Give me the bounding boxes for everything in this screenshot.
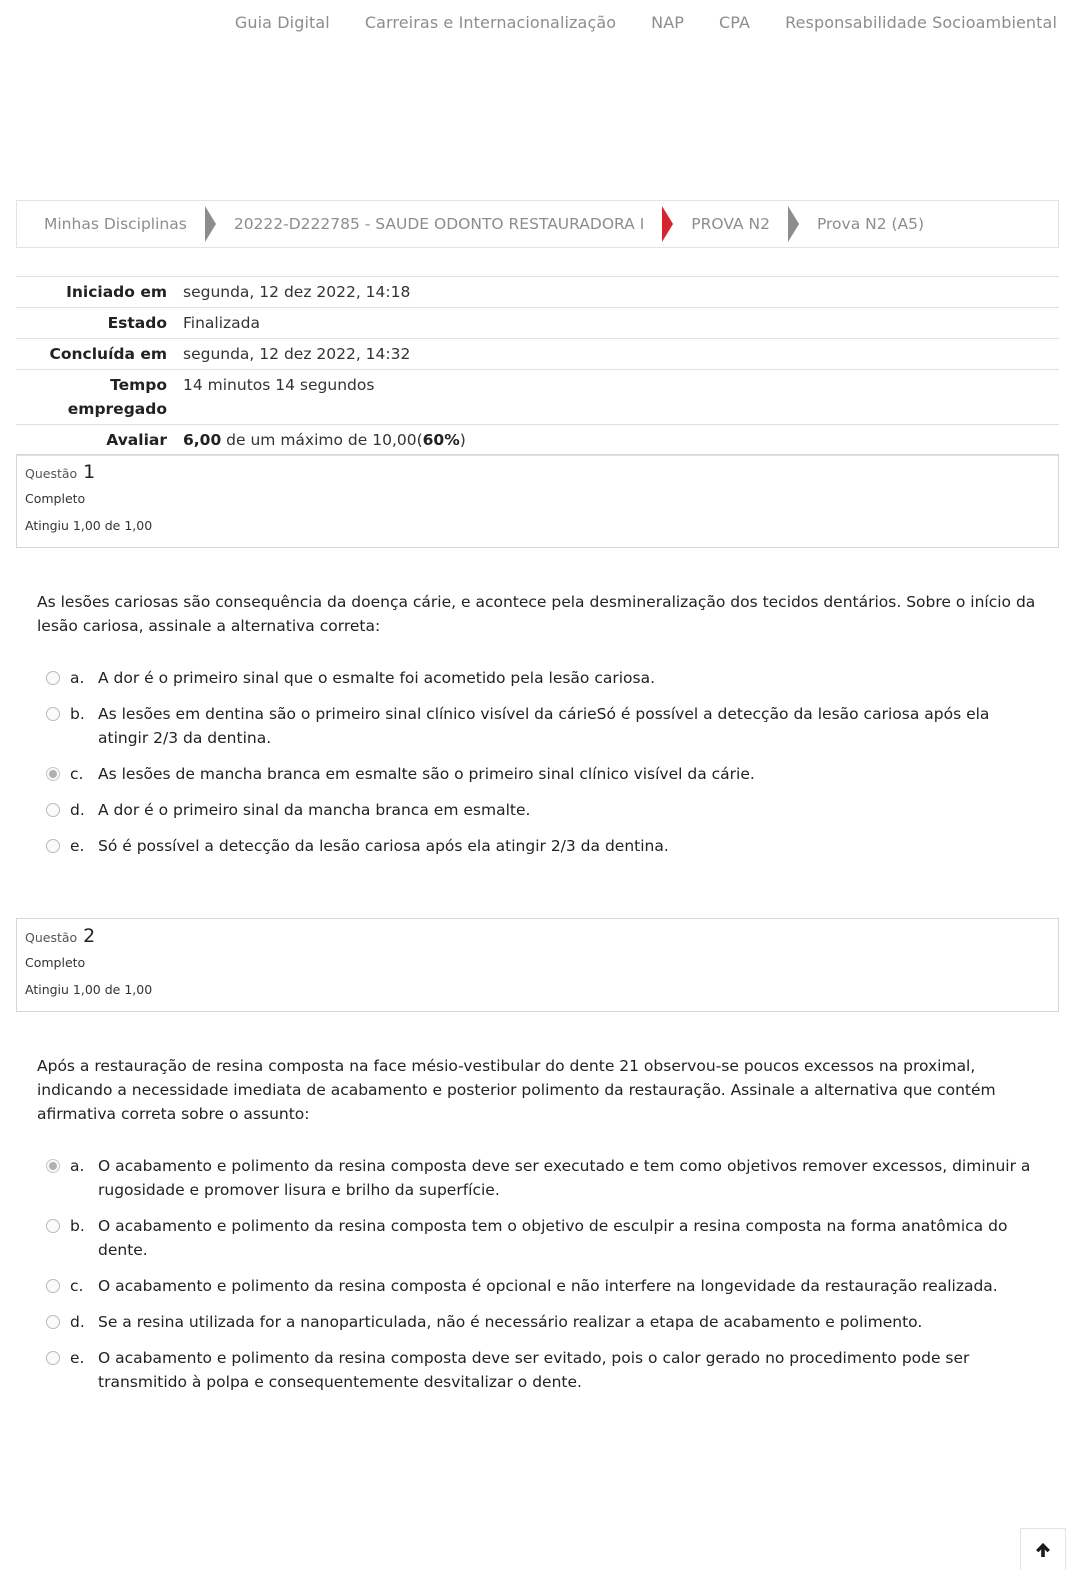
radio-button[interactable] xyxy=(46,803,60,817)
answer-text: O acabamento e polimento da resina composta é opcional e não interfere na longevidade da restauração realizada. xyxy=(98,1277,998,1295)
breadcrumb xyxy=(16,200,1059,248)
answer-list-2 xyxy=(46,1154,1036,1406)
summary-label: Avaliar xyxy=(106,431,167,449)
breadcrumb-item-prova[interactable]: PROVA N2 xyxy=(691,215,770,233)
summary-value: segunda, 12 dez 2022, 14:32 xyxy=(183,345,411,363)
question-text-2: Após a restauração de resina composta na face mésio-vestibular do dente 21 observou-se poucos excessos na proximal, indicando a necessidade imediata de acabamento e posterior polimento da restauração. Assinale a alternativa que contém afirmativa correta sobre o assunto: xyxy=(37,1057,996,1123)
answer-letter: a. xyxy=(70,669,85,687)
summary-row-state xyxy=(16,308,1059,339)
summary-label: Iniciado em xyxy=(66,283,167,301)
grade-percent: 60% xyxy=(422,431,460,449)
answer-option[interactable] xyxy=(46,1346,1036,1394)
summary-row-time xyxy=(16,370,1059,425)
answer-text: O acabamento e polimento da resina composta tem o objetivo de esculpir a resina composta na forma anatômica do dente. xyxy=(98,1217,1008,1259)
answer-option[interactable] xyxy=(46,666,1036,690)
answer-letter: a. xyxy=(70,1157,85,1175)
answer-letter: d. xyxy=(70,1313,85,1331)
answer-option-selected[interactable] xyxy=(46,1154,1036,1202)
nav-link-nap[interactable]: NAP xyxy=(651,12,685,32)
attempt-summary-table xyxy=(16,276,1059,456)
breadcrumb-edge xyxy=(1030,202,1058,246)
answer-letter: c. xyxy=(70,1277,84,1295)
radio-button[interactable] xyxy=(46,839,60,853)
answer-text: Se a resina utilizada for a nanoparticulada, não é necessário realizar a etapa de acabamento e polimento. xyxy=(98,1313,923,1331)
question-status: Completo xyxy=(25,491,86,506)
back-to-top-button[interactable] xyxy=(1020,1528,1066,1570)
answer-option[interactable] xyxy=(46,1310,1036,1334)
breadcrumb-separator-icon xyxy=(788,206,799,242)
radio-button-checked[interactable] xyxy=(46,767,60,781)
breadcrumb-item-current[interactable]: Prova N2 (A5) xyxy=(816,215,925,233)
breadcrumb-separator-icon xyxy=(662,206,673,242)
radio-button[interactable] xyxy=(46,1315,60,1329)
summary-label-line: Tempo xyxy=(110,376,167,394)
answer-option-selected[interactable] xyxy=(46,762,1036,786)
summary-label: Concluída em xyxy=(49,345,167,363)
arrow-up-icon xyxy=(1035,1542,1051,1558)
radio-button[interactable] xyxy=(46,1279,60,1293)
radio-button[interactable] xyxy=(46,671,60,685)
answer-list-1 xyxy=(46,666,1036,870)
question-mark: Atingiu 1,00 de 1,00 xyxy=(25,518,153,533)
summary-label: Estado xyxy=(107,314,167,332)
summary-value: segunda, 12 dez 2022, 14:18 xyxy=(183,283,411,301)
question-number xyxy=(25,461,1050,485)
question-number-value: 2 xyxy=(83,925,96,947)
summary-row-grade xyxy=(16,425,1059,456)
nav-link-guia-digital[interactable]: Guia Digital xyxy=(234,12,330,32)
answer-letter: e. xyxy=(70,837,85,855)
answer-letter: b. xyxy=(70,705,85,723)
answer-text: O acabamento e polimento da resina composta deve ser executado e tem como objetivos remover excessos, diminuir a rugosidade e promover lisura e brilho da superfície. xyxy=(98,1157,1031,1199)
answer-text: Só é possível a detecção da lesão cariosa após ela atingir 2/3 da dentina. xyxy=(98,837,669,855)
summary-value: 14 minutos 14 segundos xyxy=(183,376,375,394)
question-mark: Atingiu 1,00 de 1,00 xyxy=(25,982,153,997)
grade-end: ) xyxy=(459,431,466,449)
question-number-value: 1 xyxy=(83,461,96,483)
question-label: Questão xyxy=(25,466,78,481)
question-number xyxy=(25,925,1050,949)
answer-text: As lesões de mancha branca em esmalte são o primeiro sinal clínico visível da cárie. xyxy=(98,765,755,783)
question-info-2 xyxy=(16,918,1059,1012)
answer-option[interactable] xyxy=(46,1274,1036,1298)
radio-button[interactable] xyxy=(46,1219,60,1233)
answer-letter: d. xyxy=(70,801,85,819)
answer-text: A dor é o primeiro sinal que o esmalte foi acometido pela lesão cariosa. xyxy=(98,669,656,687)
nav-link-responsabilidade[interactable]: Responsabilidade Socioambiental xyxy=(785,12,1057,32)
breadcrumb-item-course[interactable]: 20222-D222785 - SAUDE ODONTO RESTAURADORA I xyxy=(233,215,645,233)
nav-link-cpa[interactable]: CPA xyxy=(719,12,751,32)
question-info-1 xyxy=(16,454,1059,548)
grade-middle: de um máximo de 10,00( xyxy=(221,431,423,449)
radio-button-checked[interactable] xyxy=(46,1159,60,1173)
nav-link-carreiras[interactable]: Carreiras e Internacionalização xyxy=(364,12,617,32)
answer-option[interactable] xyxy=(46,1214,1036,1262)
breadcrumb-separator-icon xyxy=(205,206,216,242)
answer-option[interactable] xyxy=(46,798,1036,822)
answer-letter: b. xyxy=(70,1217,85,1235)
radio-button[interactable] xyxy=(46,1351,60,1365)
answer-text: O acabamento e polimento da resina composta deve ser evitado, pois o calor gerado no procedimento pode ser transmitido à polpa e consequentemente desvitalizar o dente. xyxy=(98,1349,970,1391)
summary-label-line: empregado xyxy=(67,400,167,418)
summary-value xyxy=(175,425,1059,456)
summary-row-started xyxy=(16,277,1059,308)
question-text-1: As lesões cariosas são consequência da doença cárie, e acontece pela desmineralização dos tecidos dentários. Sobre o início da lesão cariosa, assinale a alternativa correta: xyxy=(37,593,1036,635)
answer-letter: c. xyxy=(70,765,84,783)
question-status: Completo xyxy=(25,955,86,970)
radio-button[interactable] xyxy=(46,707,60,721)
answer-letter: e. xyxy=(70,1349,85,1367)
grade-score: 6,00 xyxy=(183,431,222,449)
breadcrumb-item-disciplinas[interactable]: Minhas Disciplinas xyxy=(44,215,187,233)
summary-row-completed xyxy=(16,339,1059,370)
answer-option[interactable] xyxy=(46,834,1036,858)
answer-text: A dor é o primeiro sinal da mancha branca em esmalte. xyxy=(98,801,531,819)
answer-text: As lesões em dentina são o primeiro sinal clínico visível da cárieSó é possível a detecção da lesão cariosa após ela atingir 2/3 da dentina. xyxy=(98,705,990,747)
summary-value: Finalizada xyxy=(183,314,261,332)
summary-label xyxy=(16,370,175,425)
question-label: Questão xyxy=(25,930,78,945)
top-nav xyxy=(235,0,1057,44)
answer-option[interactable] xyxy=(46,702,1036,750)
